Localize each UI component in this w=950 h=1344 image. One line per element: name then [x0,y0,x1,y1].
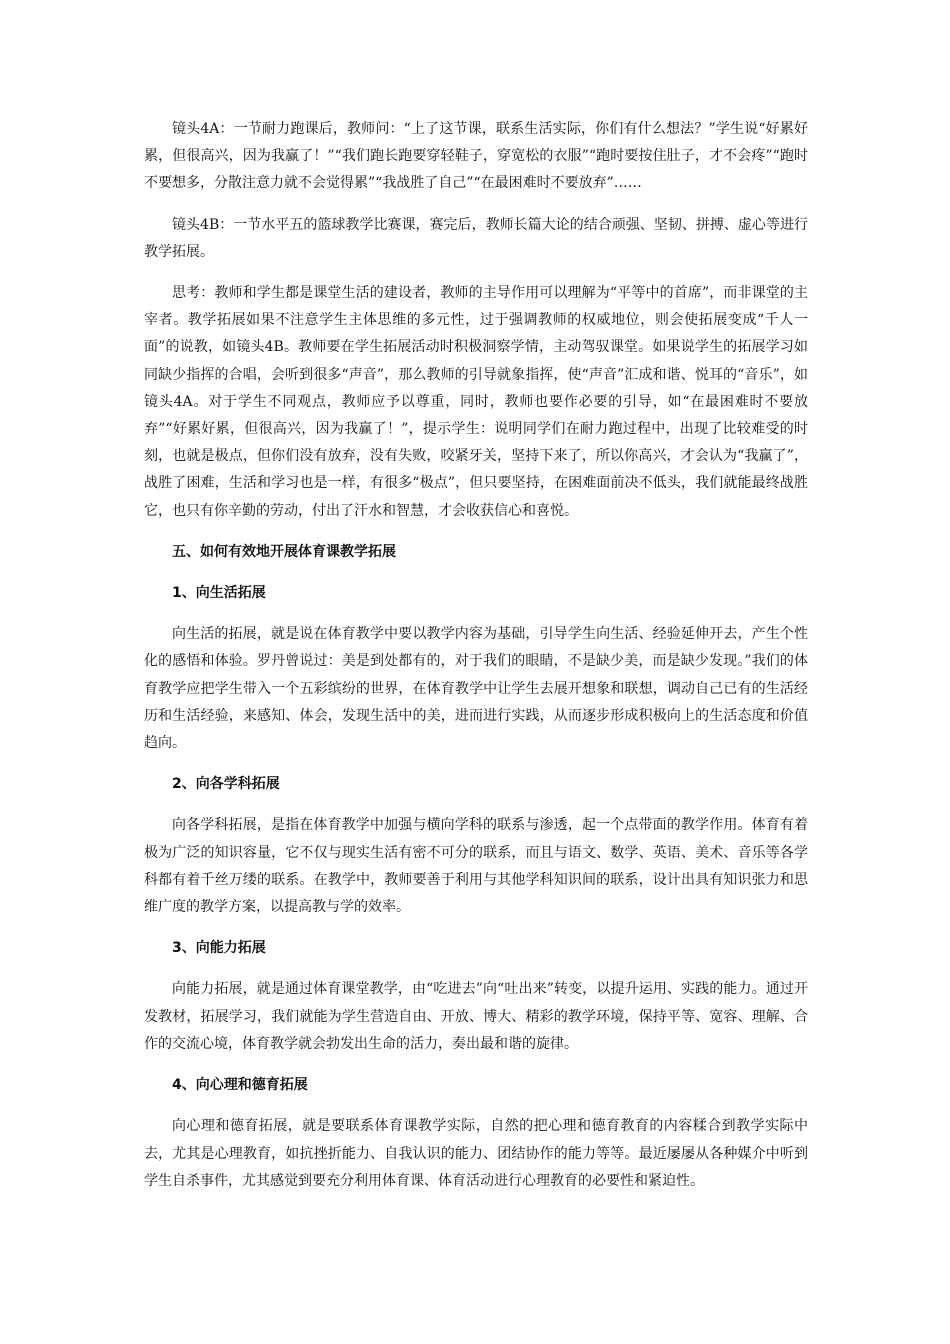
subheading-ability: 3、向能力拓展 [172,940,266,957]
subheading-psychology: 4、向心理和德育拓展 [172,1077,308,1094]
subheading-subjects: 2、向各学科拓展 [172,776,280,793]
document-page [144,116,808,1195]
subheading-life: 1、向生活拓展 [172,585,266,602]
section-heading: 五、如何有效地开展体育课教学拓展 [172,543,396,560]
paragraph-subjects: 向各学科拓展，是指在体育教学中加强与横向学科的联系与渗透，起一个点带面的教学作用。体育有着极为广泛的知识容量，它不仅与现实生活有密不可分的联系，而且与语文、数学、英语、美术、音乐等各学科都有着千丝万缕的联系。在教学中，教师要善于利用与其他学科知识间的联系，设计出具有知识张力和思维广度的教学方案，以提高教与学的效率。 [144,817,808,916]
paragraph-shot-4a: 镜头4A：一节耐力跑课后，教师问：“上了这节课，联系生活实际，你们有什么想法？”学生说“好累好累，但很高兴，因为我赢了！”“我们跑长跑要穿轻鞋子，穿宽松的衣服”“跑时要按住肚子，才不会疼”“跑时不要想多，分散注意力就不会觉得累”“我战胜了自己”“在最困难时不要放弃”…… [144,121,808,192]
paragraph-reflection: 思考：教师和学生都是课堂生活的建设者，教师的主导作用可以理解为“平等中的首席”，而非课堂的主宰者。教学拓展如果不注意学生主体思维的多元性，过于强调教师的权威地位，则会使拓展变成“千人一面”的说教，如镜头4B。教师要在学生拓展活动时积极洞察学情，主动驾驭课堂。如果说学生的拓展学习如同缺少指挥的合唱，会听到很多“声音”，那么教师的引导就象指挥，使“声音”汇成和谐、悦耳的“音乐”，如镜头4A。对于学生不同观点，教师应予以尊重，同时，教师也要作必要的引导，如“在最困难时不要放弃”“好累好累，但很高兴，因为我赢了！”，提示学生：说明同学们在耐力跑过程中，出现了比较难受的时刻，也就是极点，但你们没有放弃，没有失败，咬紧牙关，坚持下来了，所以你高兴，才会认为“我赢了”，战胜了困难，生活和学习也是一样，有很多“极点”，但只要坚持，在困难面前决不低头，我们就能最终战胜它，也只有你辛勤的劳动，付出了汗水和智慧，才会收获信心和喜悦。 [144,285,808,519]
paragraph-psychology: 向心理和德育拓展，就是要联系体育课教学实际，自然的把心理和德育教育的内容糅合到教学实际中去，尤其是心理教育，如抗挫折能力、自我认识的能力、团结协作的能力等等。最近屡屡从各种媒介中听到学生自杀事件，尤其感觉到要充分利用体育课、体育活动进行心理教育的必要性和紧迫性。 [144,1118,808,1189]
paragraph-life: 向生活的拓展，就是说在体育教学中要以教学内容为基础，引导学生向生活、经验延伸开去，产生个性化的感悟和体验。罗丹曾说过：美是到处都有的，对于我们的眼睛，不是缺少美，而是缺少发现。”我们的体育教学应把学生带入一个五彩缤纷的世界，在体育教学中让学生去展开想象和联想，调动自己已有的生活经历和生活经验，来感知、体会，发现生活中的美，进而进行实践，从而逐步形成积极向上的生活态度和价值趋向。 [144,626,808,752]
paragraph-shot-4b: 镜头4B：一节水平五的篮球教学比赛课，赛完后，教师长篇大论的结合顽强、坚韧、拼搏、虚心等进行教学拓展。 [144,216,808,260]
paragraph-ability: 向能力拓展，就是通过体育课堂教学，由“吃进去”向“吐出来”转变，以提升运用、实践的能力。通过开发教材，拓展学习，我们就能为学生营造自由、开放、博大、精彩的教学环境，保持平等、宽容、理解、合作的交流心境，体育教学就会勃发出生命的活力，奏出最和谐的旋律。 [144,981,808,1052]
